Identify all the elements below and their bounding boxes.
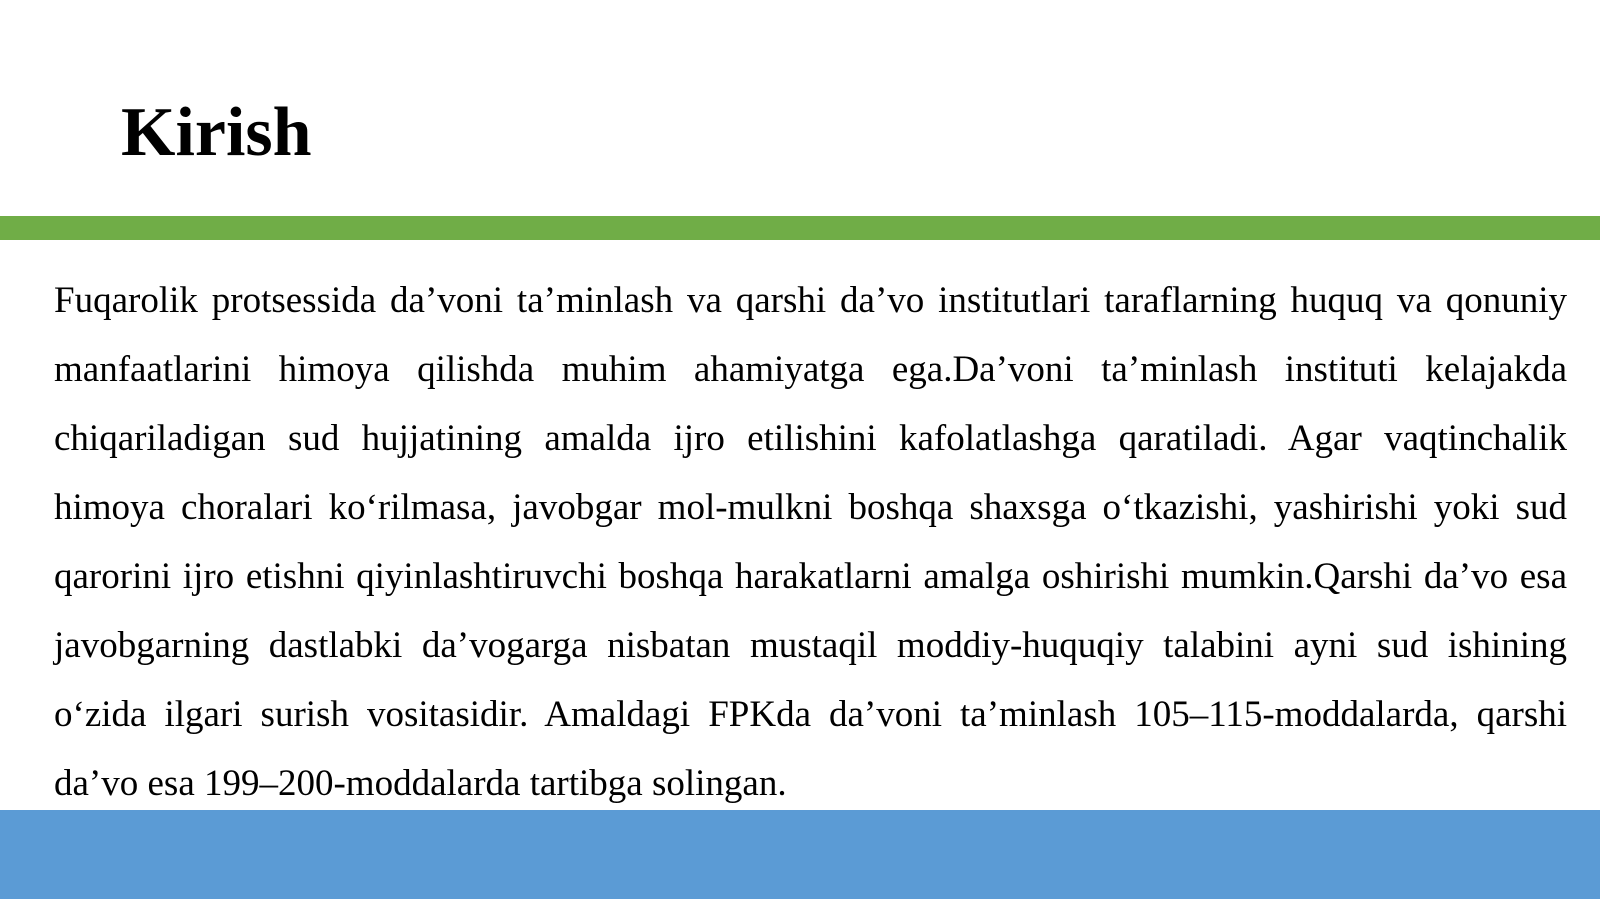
blue-footer-bar [0,810,1600,899]
slide-body-text: Fuqarolik protsessida da’voni ta’minlash va qarshi da’vo institutlari taraflarning huquq va qonuniy manfaatlarini himoya qilishda muhim ahamiyatga ega.Da’voni ta’minlash instituti kelajakda chiqariladigan sud hujjatining amalda ijro etilishini kafolatlashga qaratiladi. Agar vaqtinchalik himoya choralari ko‘rilmasa, javobgar mol-mulkni boshqa shaxsga o‘tkazishi, yashirishi yoki sud qarorini ijro etishni qiyinlashtiruvchi boshqa harakatlarni amalga oshirishi mumkin.Qarshi da’vo esa javobgarning dastlabki da’vogarga nisbatan mustaqil moddiy-huquqiy talabini ayni sud ishining o‘zida ilgari surish vositasidir. Amaldagi FPKda da’voni ta’minlash 105–115-moddalarda, qarshi da’vo esa 199–200-moddalarda tartibga solingan. [54,280,1567,804]
slide-title: Kirish [121,94,312,171]
green-divider-bar [0,216,1600,240]
